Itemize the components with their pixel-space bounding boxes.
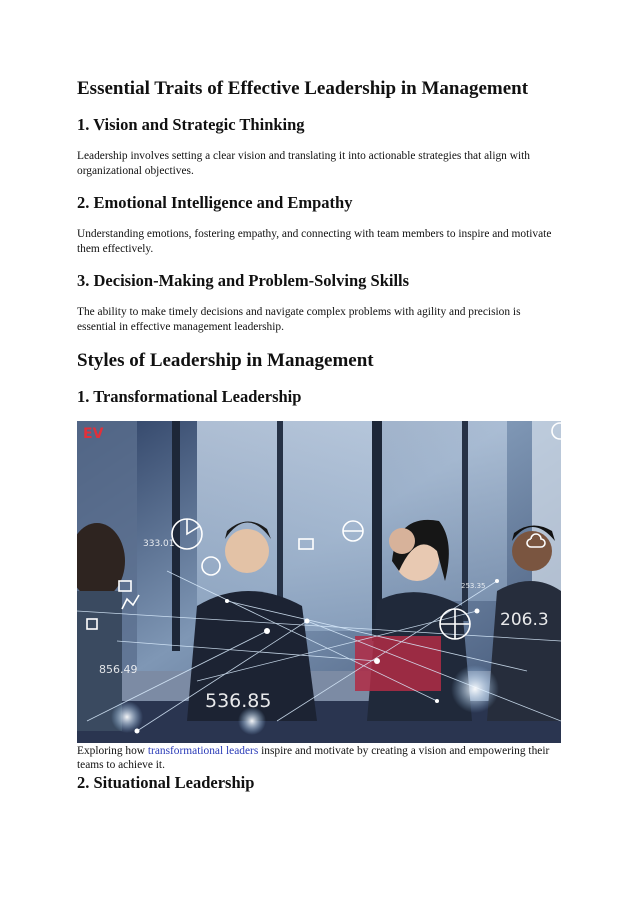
style-1-heading: 1. Transformational Leadership [77, 387, 302, 406]
trait-2-body: Understanding emotions, fostering empathy, and connecting with team members to inspire and motivate them effectively. [77, 228, 552, 255]
caption-text-before: Exploring how [77, 745, 148, 757]
overlay-number-3: 536.85 [205, 690, 272, 712]
caption-text-after: inspire and motivate by creating a vision and empowering their teams to achieve it. [77, 745, 550, 771]
transformational-leaders-link[interactable]: transformational leaders [147, 745, 259, 757]
trait-3-heading: 3. Decision-Making and Problem-Solving Skills [77, 271, 410, 290]
style-2-heading: 2. Situational Leadership [77, 773, 255, 792]
overlay-number-5: 253.35 [461, 582, 486, 590]
trait-1-heading: 1. Vision and Strategic Thinking [77, 115, 305, 134]
trait-3-body: The ability to make timely decisions and navigate complex problems with agility and precision is essential in effective management leadership. [77, 306, 521, 333]
image-logo: EV [83, 426, 104, 442]
trait-1-body: Leadership involves setting a clear vision and translating it into actionable strategies that align with organizational objectives. [77, 150, 530, 177]
image-caption [77, 744, 562, 772]
main-title: Essential Traits of Effective Leadership in Management [77, 78, 529, 99]
leadership-meeting-image [77, 421, 561, 743]
trait-2-heading: 2. Emotional Intelligence and Empathy [77, 193, 353, 212]
overlay-number-4: 206.3 [500, 610, 549, 630]
styles-title: Styles of Leadership in Management [77, 350, 374, 371]
overlay-number-1: 333.01 [143, 539, 175, 549]
overlay-number-2: 856.49 [99, 663, 138, 676]
